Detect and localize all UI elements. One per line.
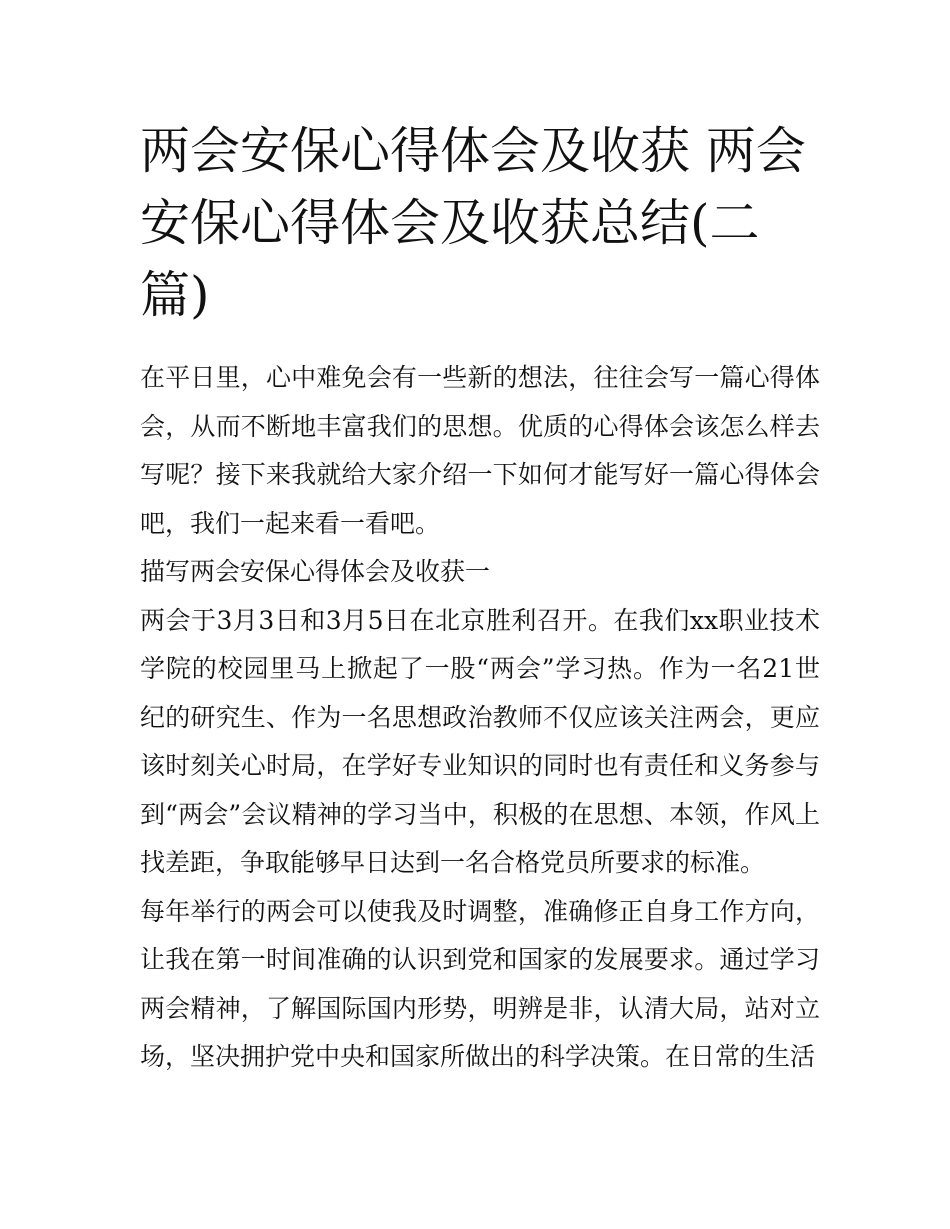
intro-paragraph: 在平日里，心中难免会有一些新的想法，往往会写一篇心得体会，从而不断地丰富我们的思想。优质的心得体会该怎么样去写呢？接下来我就给大家介绍一下如何才能写好一篇心得体会吧，我们一起来看一看吧。 — [140, 363, 820, 538]
document-title: 两会安保心得体会及收获 两会安保心得体会及收获总结(二篇) — [140, 122, 806, 324]
document-body — [140, 354, 820, 1082]
body-paragraph: 两会于3月3日和3月5日在北京胜利召开。在我们xx职业技术学院的校园里马上掀起了一股“两会”学习热。作为一名21世纪的研究生、作为一名思想政治教师不仅应该关注两会，更应该时刻关心时局，在学好专业知识的同时也有责任和义务参与到“两会”会议精神的学习当中，积极的在思想、本领，作风上找差距，争取能够早日达到一名合格党员所要求的标准。 — [140, 605, 820, 877]
body-paragraph: 每年举行的两会可以使我及时调整，准确修正自身工作方向，让我在第一时间准确的认识到党和国家的发展要求。通过学习两会精神，了解国际国内形势，明辨是非，认清大局，站对立场，坚决拥护党中央和国家所做出的科学决策。在日常的生活 — [140, 896, 820, 1071]
section-heading: 描写两会安保心得体会及收获一 — [140, 557, 491, 586]
